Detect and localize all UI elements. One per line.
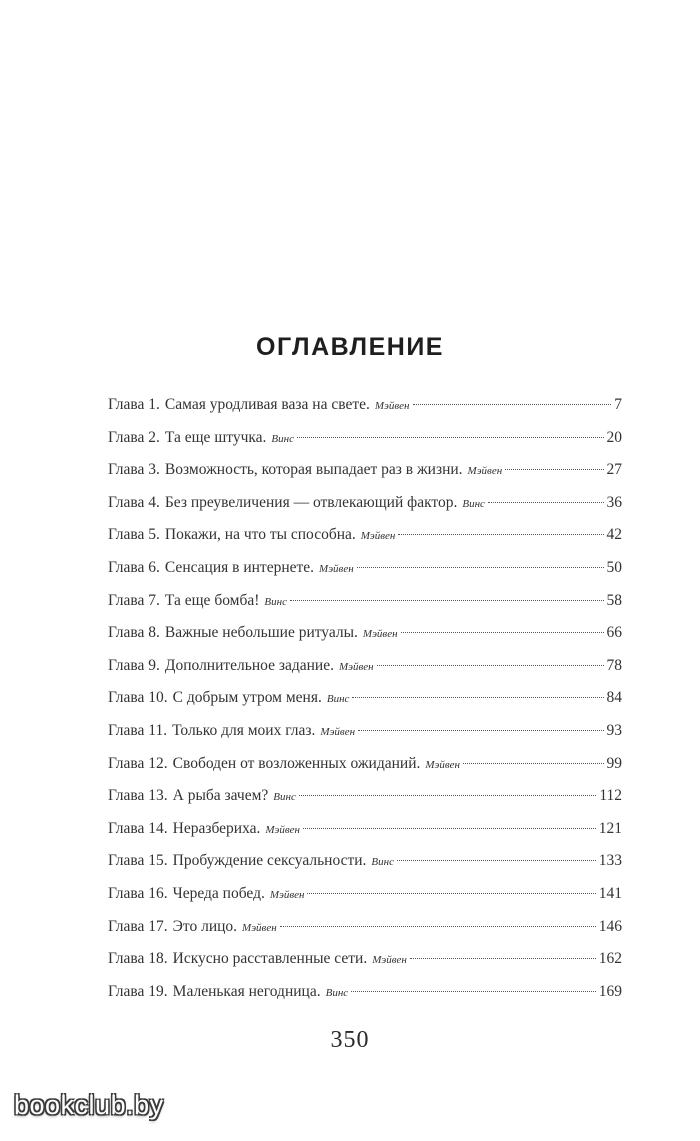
toc-chapter-title: Искусно расставленные сети. [172, 950, 368, 968]
toc-chapter-author: Мэйвен [362, 628, 398, 641]
toc-chapter-number: Глава 10. [108, 689, 168, 707]
toc-chapter-author: Винс [264, 595, 287, 608]
toc-page-number: 50 [606, 558, 622, 576]
toc-page-number: 78 [606, 656, 622, 674]
toc-chapter-number: Глава 15. [108, 852, 168, 870]
toc-chapter-number: Глава 16. [108, 884, 168, 902]
toc-page-number: 58 [606, 591, 622, 609]
toc-chapter-title: Покажи, на что ты способна. [164, 526, 356, 544]
toc-chapter-title: Сенсация в интернете. [164, 558, 315, 576]
toc-leader-dots [398, 534, 603, 535]
toc-chapter-title: Та еще бомба! [164, 591, 260, 609]
toc-chapter-number: Глава 14. [108, 819, 168, 837]
toc-chapter-title: Маленькая негодница. [172, 982, 321, 1000]
toc-leader-dots [280, 926, 596, 927]
toc-entry [108, 592, 622, 625]
toc-page-number: 99 [606, 754, 622, 772]
toc-chapter-author: Винс [271, 432, 294, 445]
toc-chapter-title: Череда побед. [172, 884, 265, 902]
toc-entry [108, 852, 622, 885]
toc-entry [108, 755, 622, 788]
toc-chapter-title: Без преувеличения — отвлекающий фактор. [164, 493, 458, 511]
toc-page-number: 162 [598, 950, 622, 968]
toc-page-number: 20 [606, 428, 622, 446]
toc-page-number: 121 [598, 819, 622, 837]
toc-chapter-number: Глава 1. [108, 396, 160, 413]
toc-page-number: 84 [606, 689, 622, 707]
toc-entry [108, 396, 622, 429]
toc-chapter-title: Это лицо. [172, 917, 238, 935]
toc-chapter-title: Важные небольшие ритуалы. [164, 624, 358, 642]
toc-chapter-author: Мэйвен [265, 823, 301, 836]
toc-leader-dots [351, 991, 596, 992]
toc-chapter-number: Глава 17. [108, 917, 168, 935]
toc-page-number: 133 [598, 852, 622, 870]
toc-chapter-author: Мэйвен [319, 562, 354, 575]
toc-entry [108, 429, 622, 462]
toc-chapter-title: Возможность, которая выпадает раз в жизни. [164, 461, 463, 479]
toc-leader-dots [358, 730, 603, 731]
toc-leader-dots [299, 795, 596, 796]
toc-leader-dots [488, 502, 604, 503]
toc-page-number: 169 [598, 982, 622, 1000]
toc-entry [108, 624, 622, 657]
toc-leader-dots [352, 697, 603, 698]
toc-chapter-author: Мэйвен [338, 660, 374, 673]
toc-entry [108, 494, 622, 527]
site-watermark: bookclub.by [14, 1090, 164, 1120]
toc-leader-dots [413, 404, 612, 405]
toc-chapter-author: Мэйвен [360, 530, 396, 543]
toc-page-number: 27 [606, 461, 622, 479]
toc-page-number: 141 [598, 884, 622, 902]
toc-chapter-title: Свободен от возложенных ожиданий. [172, 754, 421, 772]
toc-page-number: 66 [606, 624, 622, 642]
toc-chapter-number: Глава 12. [108, 754, 168, 772]
toc-chapter-author: Винс [371, 856, 394, 869]
toc-chapter-number: Глава 4. [108, 493, 160, 511]
toc-leader-dots [505, 469, 603, 470]
toc-chapter-author: Мэйвен [320, 725, 356, 738]
toc-entry [108, 689, 622, 722]
toc-leader-dots [397, 860, 596, 861]
toc-chapter-number: Глава 3. [108, 461, 160, 479]
toc-page-number: 7 [614, 396, 622, 413]
toc-entry [108, 885, 622, 918]
toc-chapter-number: Глава 5. [108, 526, 160, 544]
toc-entry [108, 983, 622, 1016]
toc-chapter-number: Глава 13. [108, 787, 168, 805]
toc-entry [108, 722, 622, 755]
toc-chapter-author: Мэйвен [242, 921, 277, 934]
toc-chapter-title: А рыба зачем? [172, 787, 269, 805]
toc-page-number: 42 [606, 526, 622, 544]
toc-chapter-title: Дополнительное задание. [164, 656, 334, 674]
toc-chapter-author: Мэйвен [467, 465, 503, 478]
toc-chapter-title: Только для моих глаз. [172, 721, 316, 739]
toc-chapter-number: Глава 2. [108, 428, 160, 446]
toc-chapter-author: Винс [325, 986, 349, 999]
toc-chapter-author: Мэйвен [372, 954, 407, 967]
toc-entry [108, 787, 622, 820]
toc-chapter-title: Пробуждение сексуальности. [172, 852, 367, 870]
toc-leader-dots [463, 763, 603, 764]
toc-heading: ОГЛАВЛЕНИЕ [256, 333, 444, 361]
toc-leader-dots [290, 600, 604, 601]
toc-chapter-number: Глава 19. [108, 982, 168, 1000]
toc-chapter-title: Самая уродливая ваза на свете. [164, 396, 370, 413]
toc-leader-dots [401, 632, 604, 633]
toc-entry [108, 657, 622, 690]
toc-entry [108, 559, 622, 592]
toc-chapter-number: Глава 6. [108, 558, 160, 576]
toc-entry [108, 950, 622, 983]
toc-leader-dots [410, 958, 596, 959]
toc-chapter-title: Неразбериха. [172, 819, 261, 837]
toc-chapter-number: Глава 8. [108, 624, 160, 642]
toc-chapter-number: Глава 9. [108, 656, 160, 674]
toc-leader-dots [297, 437, 604, 438]
toc-entry [108, 461, 622, 494]
toc-entry [108, 820, 622, 853]
toc-chapter-author: Мэйвен [374, 400, 410, 412]
toc-chapter-author: Мэйвен [269, 888, 305, 901]
toc-leader-dots [377, 665, 604, 666]
toc-chapter-author: Мэйвен [425, 758, 461, 771]
toc-page-number: 112 [599, 787, 622, 805]
toc-list [108, 396, 622, 1015]
toc-chapter-author: Винс [326, 693, 350, 706]
toc-page-number: 36 [606, 493, 622, 511]
toc-chapter-author: Винс [462, 497, 485, 510]
toc-leader-dots [303, 828, 596, 829]
toc-chapter-number: Глава 7. [108, 591, 160, 609]
toc-chapter-title: С добрым утром меня. [172, 689, 322, 707]
toc-leader-dots [357, 567, 604, 568]
toc-entry [108, 918, 622, 951]
toc-chapter-number: Глава 11. [108, 721, 168, 739]
toc-page-number: 146 [598, 917, 622, 935]
page-number: 350 [330, 1027, 370, 1053]
toc-chapter-author: Винс [273, 791, 296, 804]
toc-chapter-number: Глава 18. [108, 950, 168, 968]
toc-entry [108, 526, 622, 559]
toc-leader-dots [307, 893, 595, 894]
toc-chapter-title: Та еще штучка. [164, 428, 267, 446]
toc-page-number: 93 [606, 721, 622, 739]
